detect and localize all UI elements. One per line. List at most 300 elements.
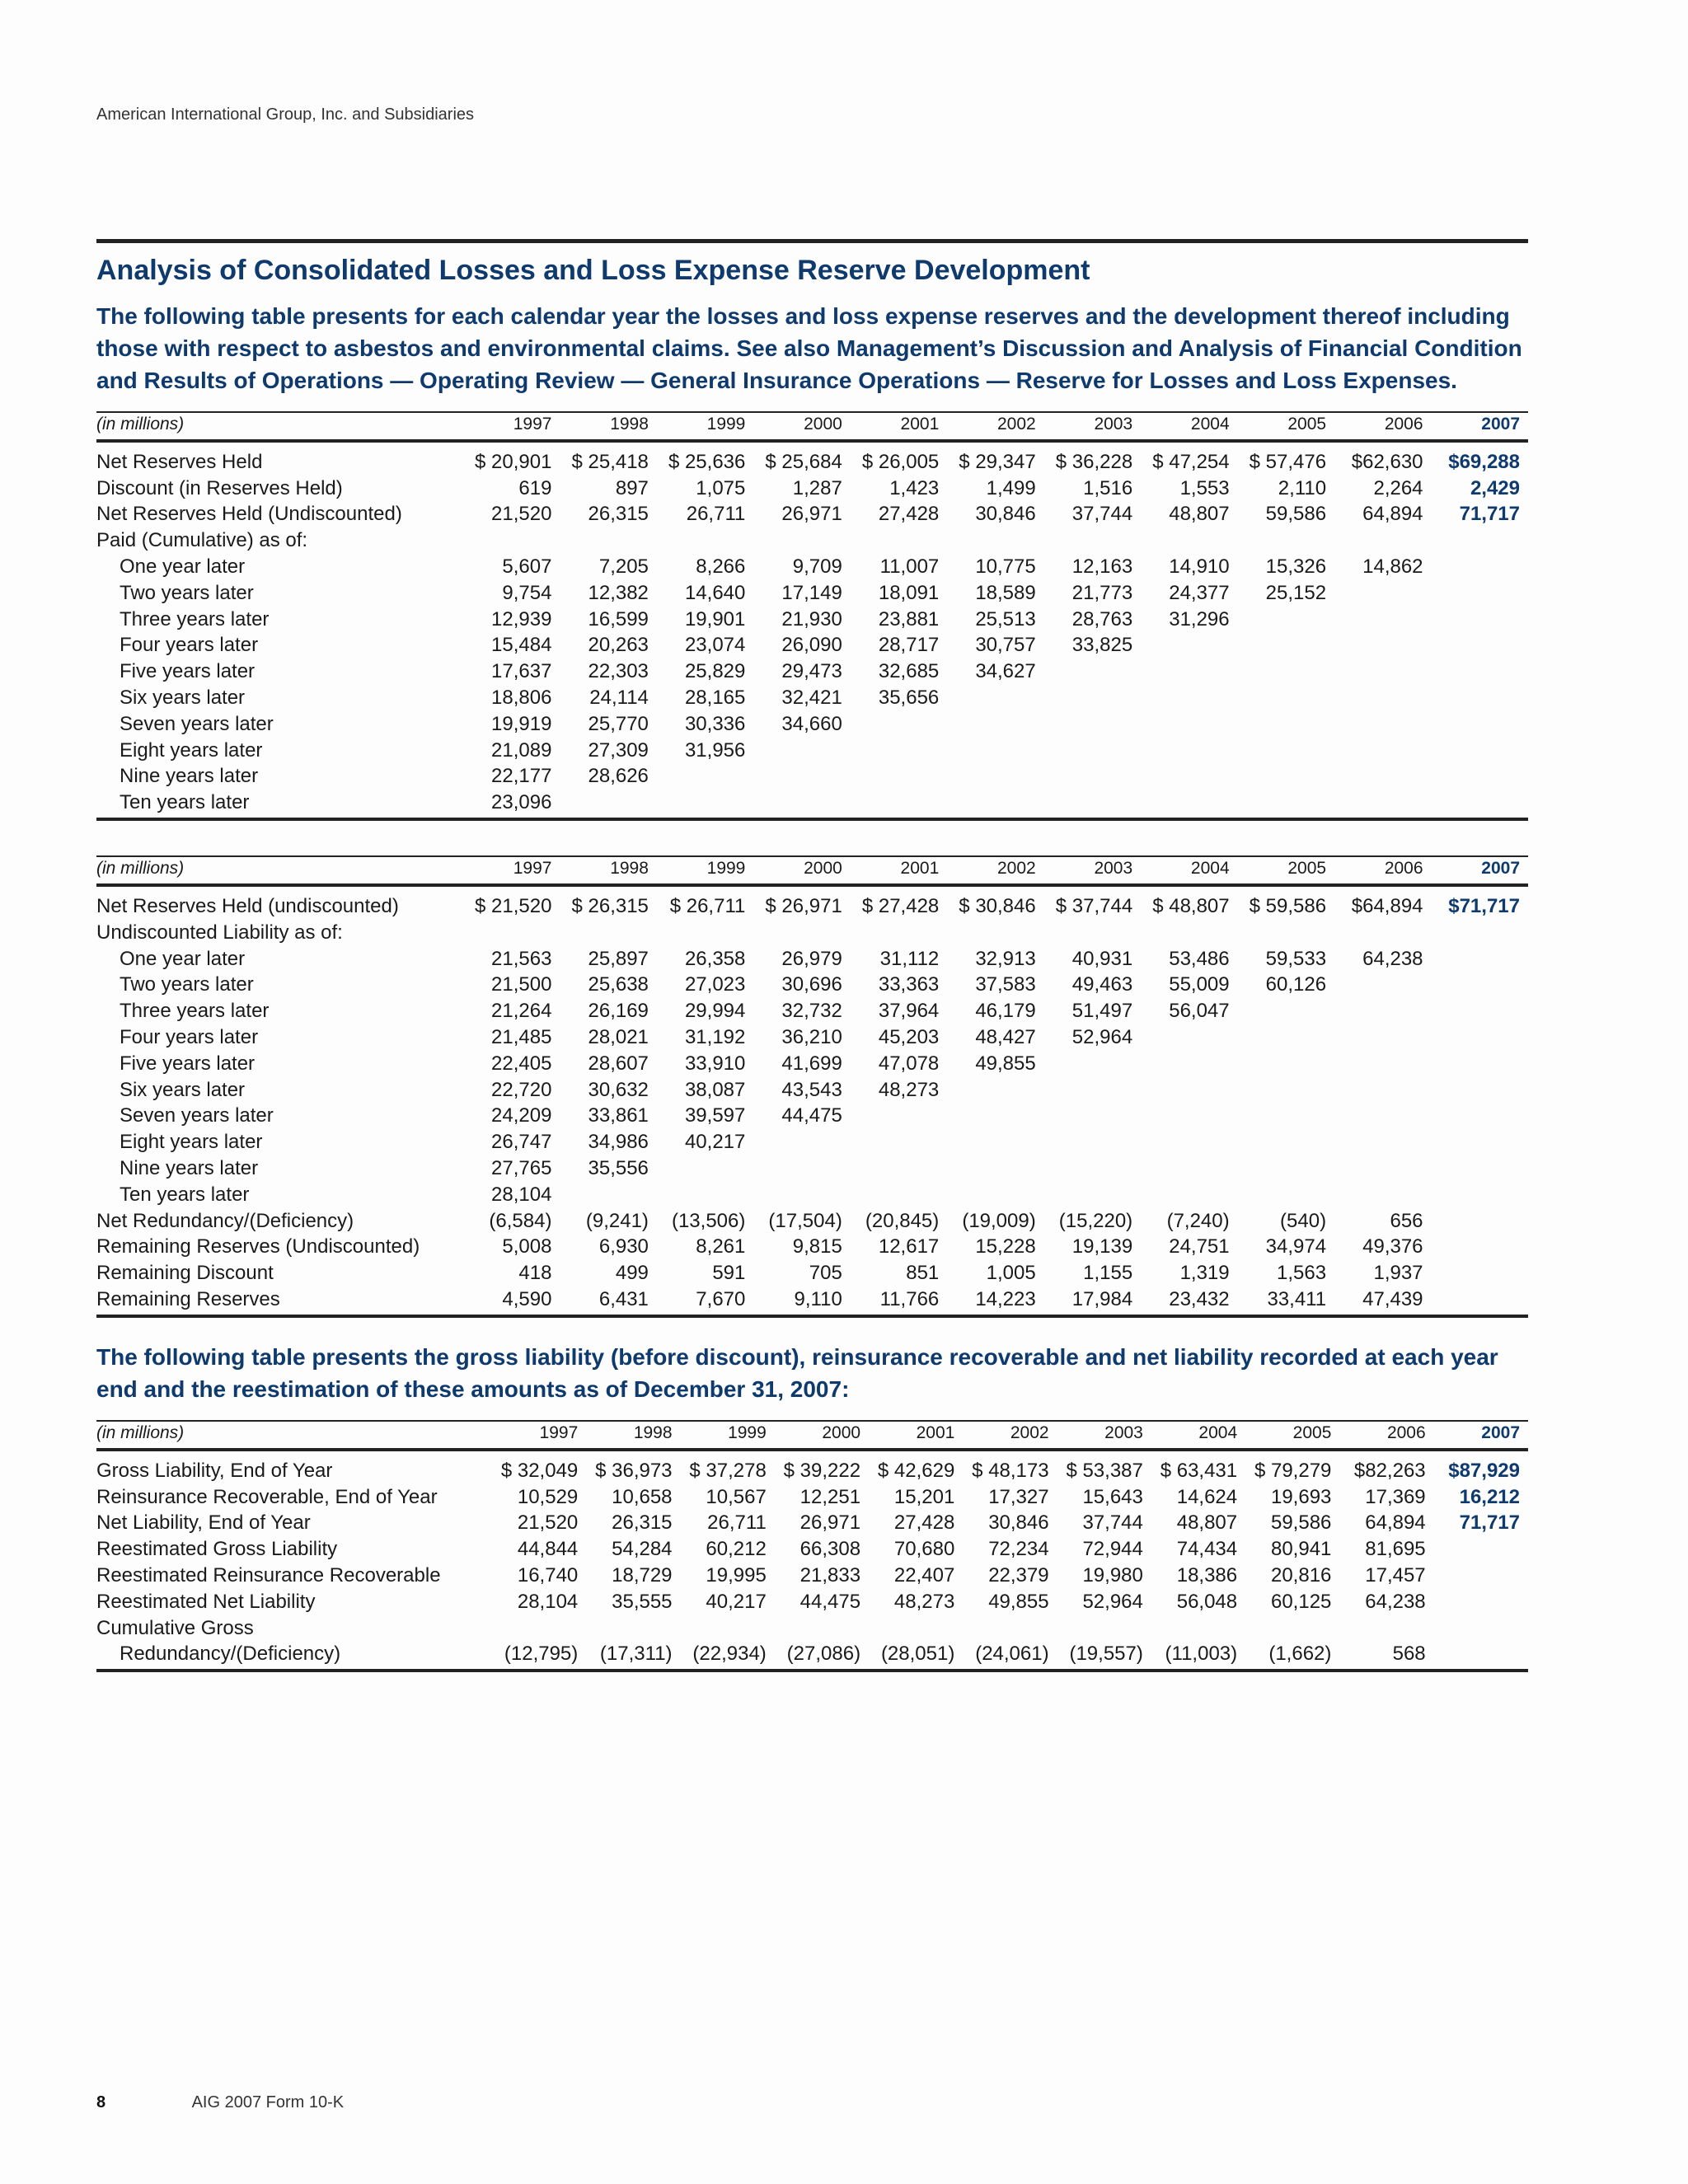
cell-value: 14,910 (1169, 555, 1230, 579)
cell-value: 23,096 (463, 790, 560, 819)
cell-value (1245, 1615, 1339, 1642)
table-row (96, 441, 1528, 476)
table-row (96, 711, 1528, 738)
cell-value: 39,597 (684, 1104, 746, 1127)
cell-value (1334, 527, 1431, 554)
cell-value: 9,709 (792, 555, 842, 579)
table-row (96, 1536, 1528, 1563)
year-header: 2003 (1044, 856, 1141, 885)
cell-value (1044, 920, 1141, 946)
table-row (96, 527, 1528, 554)
cell-value: 28,717 (878, 634, 940, 657)
cell-value: $ 36,973 (595, 1459, 673, 1482)
year-header: 2000 (753, 412, 850, 441)
cell-value: $ 29,347 (959, 450, 1036, 473)
row-label: Six years later (120, 687, 246, 710)
cell-value: (28,051) (869, 1641, 963, 1671)
cell-value: 56,047 (1169, 1000, 1230, 1023)
cell-value: $ 57,476 (1249, 450, 1327, 473)
cell-value (1432, 685, 1528, 711)
cell-value: 21,264 (491, 1000, 552, 1023)
cell-value (463, 527, 560, 554)
cell-value (1141, 633, 1237, 659)
cell-value: 29,473 (781, 660, 842, 683)
cell-value (1141, 1051, 1237, 1077)
cell-value: 12,251 (799, 1485, 861, 1508)
cell-value: $ 53,387 (1066, 1459, 1143, 1482)
cell-value: 14,640 (684, 581, 746, 604)
cell-value: 59,586 (1265, 503, 1327, 526)
cell-value: 64,894 (1362, 503, 1423, 526)
cell-value (1044, 1077, 1141, 1104)
cell-value (1334, 658, 1431, 685)
cell-value (947, 711, 1043, 738)
table-row (96, 554, 1528, 580)
cell-value: 28,165 (684, 687, 746, 710)
cell-value (1238, 1104, 1334, 1130)
cell-value: 24,209 (491, 1104, 552, 1127)
year-header: 2005 (1245, 1421, 1339, 1450)
cell-value: 17,149 (781, 581, 842, 604)
cell-value (1334, 1155, 1431, 1182)
row-label: Nine years later (120, 765, 259, 788)
cell-value: $ 26,315 (571, 895, 649, 918)
cell-value (851, 711, 947, 738)
year-header: 1998 (560, 412, 656, 441)
cell-value (1432, 1104, 1528, 1130)
cell-value (1334, 1182, 1431, 1208)
row-label: Reestimated Net Liability (96, 1590, 316, 1613)
cell-value (586, 1615, 680, 1642)
year-header: 1998 (560, 856, 656, 885)
cell-value: 23,432 (1141, 1286, 1237, 1316)
cell-value (1238, 1155, 1334, 1182)
cell-value (1141, 527, 1237, 554)
cell-value (1334, 972, 1431, 999)
cell-value: 60,212 (706, 1538, 767, 1561)
row-label: Five years later (120, 660, 256, 683)
cell-value: 5,008 (502, 1235, 552, 1258)
cell-value (1432, 1235, 1528, 1261)
cell-value: 52,964 (1082, 1590, 1143, 1613)
cell-value: 33,861 (588, 1104, 649, 1127)
cell-value: 34,660 (781, 712, 842, 735)
cell-value (1432, 764, 1528, 790)
gross-liability-table (96, 1420, 1528, 1672)
cell-value: (19,009) (962, 1209, 1036, 1232)
cell-value: 27,023 (684, 973, 746, 996)
cell-value: 21,563 (491, 947, 552, 970)
cell-value: 38,087 (684, 1078, 746, 1101)
row-label: Remaining Discount (96, 1262, 274, 1285)
cell-value: (24,061) (963, 1641, 1057, 1671)
cell-value: 897 (615, 476, 649, 499)
cell-value: 20,263 (588, 634, 649, 657)
cell-value (1238, 711, 1334, 738)
cell-value (1432, 1077, 1528, 1104)
cell-value: $ 36,228 (1055, 450, 1133, 473)
cell-value: 23,881 (878, 607, 940, 630)
cell-value (1432, 527, 1528, 554)
cell-value (947, 790, 1043, 819)
cell-value: 35,656 (878, 687, 940, 710)
cell-value (1432, 607, 1528, 633)
table-row (96, 1511, 1528, 1537)
undiscounted-liability-table (96, 855, 1528, 1318)
cell-value (1057, 1615, 1151, 1642)
cell-value (1334, 685, 1431, 711)
cell-value (1141, 1104, 1237, 1130)
table-row (96, 920, 1528, 946)
cell-value (1141, 1155, 1237, 1182)
cell-value: 26,711 (686, 503, 746, 526)
cell-value: 24,751 (1169, 1235, 1230, 1258)
cell-value: 56,048 (1176, 1590, 1238, 1613)
cell-value: 46,179 (975, 1000, 1036, 1023)
cell-value (1141, 1129, 1237, 1155)
row-label: Nine years later (120, 1157, 259, 1180)
company-header: American International Group, Inc. and Subsidiaries (96, 105, 475, 124)
row-label: Redundancy/(Deficiency) (96, 1641, 492, 1671)
cell-value: 1,563 (1277, 1262, 1327, 1285)
cell-value (1238, 607, 1334, 633)
cell-value (1432, 1129, 1528, 1155)
year-header: 2006 (1334, 412, 1431, 441)
cell-value (1434, 1589, 1528, 1615)
cell-value: 21,773 (1071, 581, 1133, 604)
table-row (96, 1024, 1528, 1051)
row-label: Two years later (120, 973, 254, 996)
cell-value (560, 790, 656, 819)
cell-value: 1,287 (792, 476, 842, 499)
cell-value (657, 920, 753, 946)
row-label: Three years later (120, 607, 270, 630)
cell-value: (22,934) (681, 1641, 775, 1671)
cell-value: 32,913 (975, 947, 1036, 970)
cell-value: (20,845) (865, 1209, 940, 1232)
cell-value: 48,807 (1176, 1511, 1238, 1535)
cell-value (1238, 1024, 1334, 1051)
cell-value (1238, 685, 1334, 711)
cell-value (1434, 1563, 1528, 1589)
cell-value (753, 1155, 850, 1182)
table-row (96, 972, 1528, 999)
cell-value: (27,086) (775, 1641, 869, 1671)
row-label: Net Reserves Held (Undiscounted) (96, 503, 402, 526)
cell-value (851, 738, 947, 764)
cell-value: 66,308 (799, 1538, 861, 1561)
cell-value: 80,941 (1270, 1538, 1332, 1561)
cell-value (1141, 764, 1237, 790)
cell-value (1334, 633, 1431, 659)
cell-value: 37,744 (1082, 1511, 1143, 1535)
cell-value: 16,599 (588, 607, 649, 630)
year-header: 2005 (1238, 412, 1334, 441)
cell-value: 21,930 (781, 607, 842, 630)
cell-value: 52,964 (1071, 1026, 1133, 1049)
cell-value: 26,358 (684, 947, 746, 970)
cell-value (851, 1104, 947, 1130)
row-label: Eight years later (120, 1131, 263, 1154)
cell-value: $82,263 (1353, 1459, 1426, 1482)
year-header: 2003 (1044, 412, 1141, 441)
cell-value: (12,795) (492, 1641, 586, 1671)
cell-value: 15,643 (1082, 1485, 1143, 1508)
cell-value: $ 25,684 (765, 450, 842, 473)
table-row (96, 1589, 1528, 1615)
cell-value (775, 1615, 869, 1642)
cell-value (1238, 920, 1334, 946)
cell-value: $71,717 (1448, 895, 1520, 918)
cell-value (1238, 764, 1334, 790)
cell-value: 27,428 (893, 1511, 955, 1535)
cell-value (869, 1615, 963, 1642)
cell-value (1141, 790, 1237, 819)
cell-value: 15,484 (491, 634, 552, 657)
cell-value (1432, 1051, 1528, 1077)
cell-value (1238, 1182, 1334, 1208)
gross-liability-intro: The following table presents the gross liability (before discount), reinsurance recoverable and net liability recorded at each year end and the reestimation of these amounts as of December 31, 2007: (96, 1343, 1498, 1402)
row-label: Four years later (120, 1026, 259, 1049)
page-footer (96, 2093, 344, 2112)
cell-value: 48,427 (975, 1026, 1036, 1049)
cell-value: 16,740 (517, 1563, 579, 1586)
cell-value: $ 25,636 (668, 450, 746, 473)
cell-value: $ 20,901 (475, 450, 552, 473)
year-header: 2004 (1141, 856, 1237, 885)
cell-value: 22,405 (491, 1052, 552, 1075)
cell-value: 25,770 (588, 712, 649, 735)
cell-value: $ 26,711 (669, 895, 746, 918)
row-label: Net Redundancy/(Deficiency) (96, 1209, 354, 1232)
cell-value: 26,090 (781, 634, 842, 657)
row-label: Two years later (120, 581, 254, 604)
year-header: 2001 (851, 856, 947, 885)
cell-value: 17,984 (1044, 1286, 1141, 1316)
cell-value: 20,816 (1270, 1563, 1332, 1586)
cell-value: 19,995 (706, 1563, 767, 1586)
cell-value: 22,177 (491, 765, 552, 788)
cell-value: (540) (1280, 1209, 1327, 1232)
cell-value (1151, 1615, 1245, 1642)
cell-value: 33,910 (684, 1052, 746, 1075)
cell-value: 17,457 (1365, 1563, 1426, 1586)
cell-value (1434, 1536, 1528, 1563)
cell-value: 18,729 (612, 1563, 673, 1586)
cell-value: 59,586 (1270, 1511, 1332, 1535)
cell-value (1432, 633, 1528, 659)
cell-value (1334, 738, 1431, 764)
cell-value: 11,007 (879, 555, 940, 579)
cell-value (1334, 607, 1431, 633)
cell-value: 21,500 (491, 973, 552, 996)
cell-value: 48,273 (878, 1078, 940, 1101)
year-header: 2002 (947, 412, 1043, 441)
cell-value (947, 1155, 1043, 1182)
unit-label: (in millions) (96, 412, 463, 441)
cell-value: 19,693 (1270, 1485, 1332, 1508)
cell-value: 41,699 (781, 1052, 842, 1075)
cell-value (560, 1182, 656, 1208)
cell-value: 1,499 (986, 476, 1036, 499)
cell-value: 705 (809, 1262, 842, 1285)
table-row (96, 1208, 1528, 1235)
cell-value: 11,766 (851, 1286, 947, 1316)
row-label: Gross Liability, End of Year (96, 1459, 333, 1482)
cell-value (963, 1615, 1057, 1642)
cell-value (1141, 738, 1237, 764)
table-row (96, 764, 1528, 790)
cell-value: 2,429 (1470, 476, 1520, 499)
cell-value: (13,506) (671, 1209, 746, 1232)
cell-value (1432, 580, 1528, 607)
cell-value: 10,775 (975, 555, 1036, 579)
cell-value (1044, 1129, 1141, 1155)
table-row (96, 607, 1528, 633)
cell-value (1334, 920, 1431, 946)
cell-value: 1,516 (1083, 476, 1133, 499)
cell-value: 35,556 (588, 1157, 649, 1180)
row-label: Ten years later (96, 790, 463, 819)
row-label: Reestimated Reinsurance Recoverable (96, 1563, 441, 1586)
cell-value (851, 790, 947, 819)
cell-value: 17,327 (988, 1485, 1049, 1508)
row-label: Net Reserves Held (96, 450, 263, 473)
cell-value (1434, 1641, 1528, 1671)
cell-value: 28,607 (588, 1052, 649, 1075)
cell-value: 23,074 (684, 634, 746, 657)
table-row (96, 658, 1528, 685)
cell-value: 7,670 (657, 1286, 753, 1316)
cell-value (1334, 1129, 1431, 1155)
cell-value (1432, 998, 1528, 1024)
cell-value (1238, 658, 1334, 685)
row-label: Net Reserves Held (undiscounted) (96, 895, 399, 918)
cell-value (1044, 1051, 1141, 1077)
cell-value: 4,590 (463, 1286, 560, 1316)
cell-value: 10,529 (517, 1485, 579, 1508)
cell-value: (6,584) (489, 1209, 552, 1232)
cell-value: 21,520 (517, 1511, 579, 1535)
table-row (96, 1235, 1528, 1261)
cell-value (1432, 920, 1528, 946)
cell-value: 25,638 (588, 973, 649, 996)
cell-value (1432, 790, 1528, 819)
cell-value: 31,296 (1169, 607, 1230, 630)
cell-value: 26,747 (491, 1131, 552, 1154)
year-header: 2007 (1432, 856, 1528, 885)
cell-value (1141, 1077, 1237, 1104)
cell-value (1432, 1155, 1528, 1182)
cell-value: (9,241) (585, 1209, 649, 1232)
table-row (96, 885, 1528, 920)
cell-value (1432, 711, 1528, 738)
cell-value (1334, 1024, 1431, 1051)
cell-value (947, 738, 1043, 764)
row-label: Eight years later (120, 738, 263, 762)
cell-value: 34,627 (975, 660, 1036, 683)
cell-value: 1,553 (1179, 476, 1230, 499)
cell-value: 19,901 (684, 607, 746, 630)
cell-value: 27,765 (491, 1157, 552, 1180)
table-row (96, 1484, 1528, 1511)
cell-value: 64,894 (1365, 1511, 1426, 1535)
cell-value: 48,807 (1169, 503, 1230, 526)
year-header: 1998 (586, 1421, 680, 1450)
cell-value (753, 790, 850, 819)
cell-value: 24,377 (1169, 581, 1230, 604)
cell-value: 14,223 (947, 1286, 1043, 1316)
cell-value: 28,021 (588, 1026, 649, 1049)
table-row (96, 1563, 1528, 1589)
cell-value: (19,557) (1057, 1641, 1151, 1671)
year-header: 2006 (1334, 856, 1431, 885)
cell-value: 32,732 (781, 1000, 842, 1023)
cell-value: 34,974 (1265, 1235, 1327, 1258)
cell-value: 71,717 (1459, 503, 1520, 526)
cell-value: 60,125 (1270, 1590, 1332, 1613)
cell-value: 30,846 (975, 503, 1036, 526)
cell-value: 25,152 (1265, 581, 1327, 604)
cell-value: 27,309 (588, 738, 649, 762)
cell-value: (7,240) (1166, 1209, 1230, 1232)
cell-value: 33,363 (878, 973, 940, 996)
cell-value: 25,829 (684, 660, 746, 683)
cell-value (1238, 738, 1334, 764)
cell-value: 16,212 (1459, 1485, 1520, 1508)
cell-value: 1,005 (986, 1262, 1036, 1285)
table-row (96, 1260, 1528, 1286)
year-header: 2004 (1141, 412, 1237, 441)
cell-value (657, 1182, 753, 1208)
cell-value (1044, 658, 1141, 685)
cell-value: 1,155 (1083, 1262, 1133, 1285)
cell-value (1141, 685, 1237, 711)
cell-value: 26,971 (781, 503, 842, 526)
cell-value: 8,266 (696, 555, 746, 579)
cell-value (1339, 1615, 1433, 1642)
year-header: 1999 (681, 1421, 775, 1450)
cell-value: $69,288 (1448, 450, 1520, 473)
cell-value: 26,169 (588, 1000, 649, 1023)
cell-value: 14,862 (1362, 555, 1423, 579)
row-label: Remaining Reserves (96, 1286, 463, 1316)
cell-value: 9,815 (792, 1235, 842, 1258)
cell-value: 34,986 (588, 1131, 649, 1154)
cell-value: 18,806 (491, 687, 552, 710)
row-label: Five years later (120, 1052, 256, 1075)
cell-value: 30,632 (588, 1078, 649, 1101)
cell-value (657, 1155, 753, 1182)
cell-value: 49,855 (975, 1052, 1036, 1075)
row-label: Three years later (120, 1000, 270, 1023)
cell-value: 1,423 (889, 476, 940, 499)
cell-value: 1,075 (696, 476, 746, 499)
cell-value: 51,497 (1071, 1000, 1133, 1023)
report-section (96, 239, 1528, 1672)
cell-value: 22,407 (893, 1563, 955, 1586)
cell-value: 6,431 (560, 1286, 656, 1316)
year-header: 2004 (1151, 1421, 1245, 1450)
cell-value (1044, 1104, 1141, 1130)
cell-value: 18,589 (975, 581, 1036, 604)
cell-value: 31,956 (684, 738, 746, 762)
cell-value (1432, 972, 1528, 999)
cell-value (1432, 658, 1528, 685)
cell-value: 48,273 (893, 1590, 955, 1613)
cell-value (1432, 1024, 1528, 1051)
cell-value: $ 39,222 (783, 1459, 861, 1482)
